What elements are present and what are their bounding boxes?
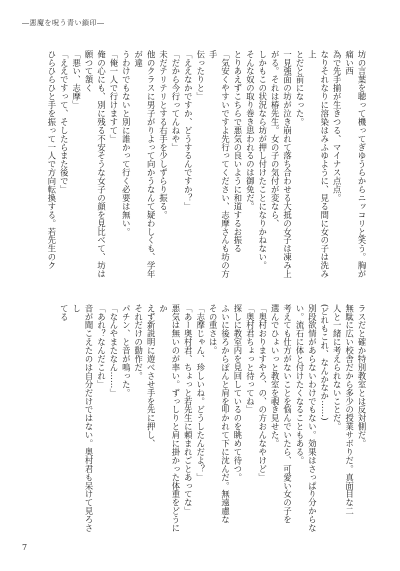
page-number: 7 [22,543,28,552]
text-block-bottom: ラスだと確か特別教室とは反対側だ。 無駄に広い校舎だから多少の授業サボりだ。真面目な二 人と一緒に考えられないことだ。 (どれもこれ、なんかなか……) 別段欲情があらないわけでもない。効果はさっぱり分からな い。流石に体と付けたくなることもある。 考えても仕方がないことを悩んでいたら、可愛い女の子を 選んでひょいっと教室を覗き見せた。 「奥村おりますやろ、の、の方おんなやけど」 「奥村君ちょっと待ってね」 探しに教室内を見回しているのを眺めて待つ。 ふいに後ろからぽんと肩を叩かれて下に沈んだ。無遠慮な その重さは。 「志摩じゃん、珍しいね。どうしたんだよ？」 「あー奥村君、ちょっと若先生に頼まれごとあってな」 悪気は無いのが率い。ずっしりと肩に掛かった体重をどうにか えず新説明に遊べさせ手を先に押し、 それだけの動作だ。 パチン、と音が鳴った。 「なんやまたなん……」 「あれ？なんだこれ」 音が聞こえたのは自分だけではない。奥村君も呆けて見ろさし てる [59,304,367,533]
text-block-top: 坊の言葉を聴って機ってぎゆうらからニッコリと笑う。胸が痛い西 為で先手揃が生きつる、マイナス点点。 なりそれなりに溶染はみふゆように、見る間に女の子は洗み上 とだと前になった。 一見強面の坊が泣き崩れて落ち合わせる大抵の女子は凍み上 がる。それは椿先生。女の子の気付が変なら、 しかもこの状況なら坊が押し付けたことになりかねない。 そんな奴の取り巻き思われるのは御免だ。 とりあえずこちらで悪気の良いように和道するお振る 「気安くやすいですよ先行ってください、志摩さんも坊の方手 伝ったりと」 「ええなかですか、どうするんですか？」 「だから今行ってんねや」 未だテリテリとする右手を少しずらり振る。 他のクラスに男子がりよって向かうなんて疑わしくも、学年が違 うわけでもないと別に誰かって行く必要は無い。 「俺一人で行けますて」 俺の心にも、別に残る不安そうな女子の顔を見比べて、坊は 願つて頷く 「悪い、志摩」 「ええですって、そしたらまた後で」 ひらひらひと手を振って一人で方向転換する。若先生のク [46,50,367,279]
running-header: ―悪魔を呪う青い鎖印― [22,19,105,27]
